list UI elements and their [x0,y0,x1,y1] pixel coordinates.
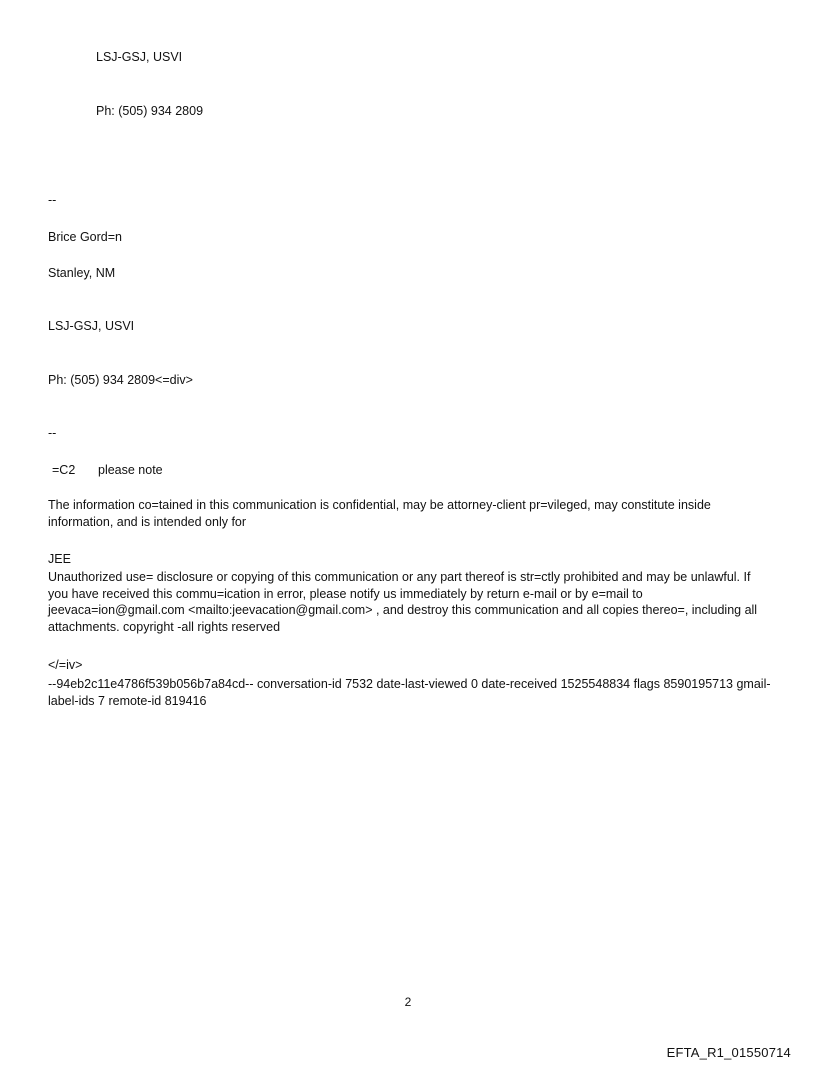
unauthorized-use-paragraph: Unauthorized use= disclosure or copying of this communication or any part thereof is str=ctly prohibited and may be unlawful. If you have received this commu=ication in error, please notify us immediately by return e-mail or by e=mail to jeevaca=ion@gmail.com <mailto:jeevacation@gmail.com> , and destroy this communication and all copies thereo=, including all attachments. copyright -all rights reserved [48,570,758,634]
page-number: 2 [404,995,412,1009]
confidentiality-paragraph: The information co=tained in this communication is confidential, may be attorney-client pr=vileged, may constitute inside information, and is intended only for [48,498,711,529]
closing-div-tag: </=iv> [48,658,83,672]
signature-location: Stanley, NM [48,266,116,280]
encoding-artifact: =C2 [52,463,76,477]
signature-org: LSJ-GSJ, USVI [48,319,135,333]
bates-number: EFTA_R1_01550714 [666,1045,791,1060]
org-line-indented: LSJ-GSJ, USVI [96,50,183,64]
please-note-line [52,461,163,479]
phone-line-indented: Ph: (505) 934 2809 [96,104,204,118]
signature-separator: -- [48,193,57,207]
disclaimer-separator: -- [48,426,57,440]
message-metadata: --94eb2c11e4786f539b056b7a84cd-- conversation-id 7532 date-last-viewed 0 date-received 1525548834 flags 8590195713 gmail-label-ids 7 remote-id 819416 [48,677,771,708]
recipient-initials: JEE [48,552,71,566]
please-note-label: please note [98,463,163,477]
signature-name: Brice Gord=n [48,230,122,244]
signature-phone: Ph: (505) 934 2809<=div> [48,373,193,387]
